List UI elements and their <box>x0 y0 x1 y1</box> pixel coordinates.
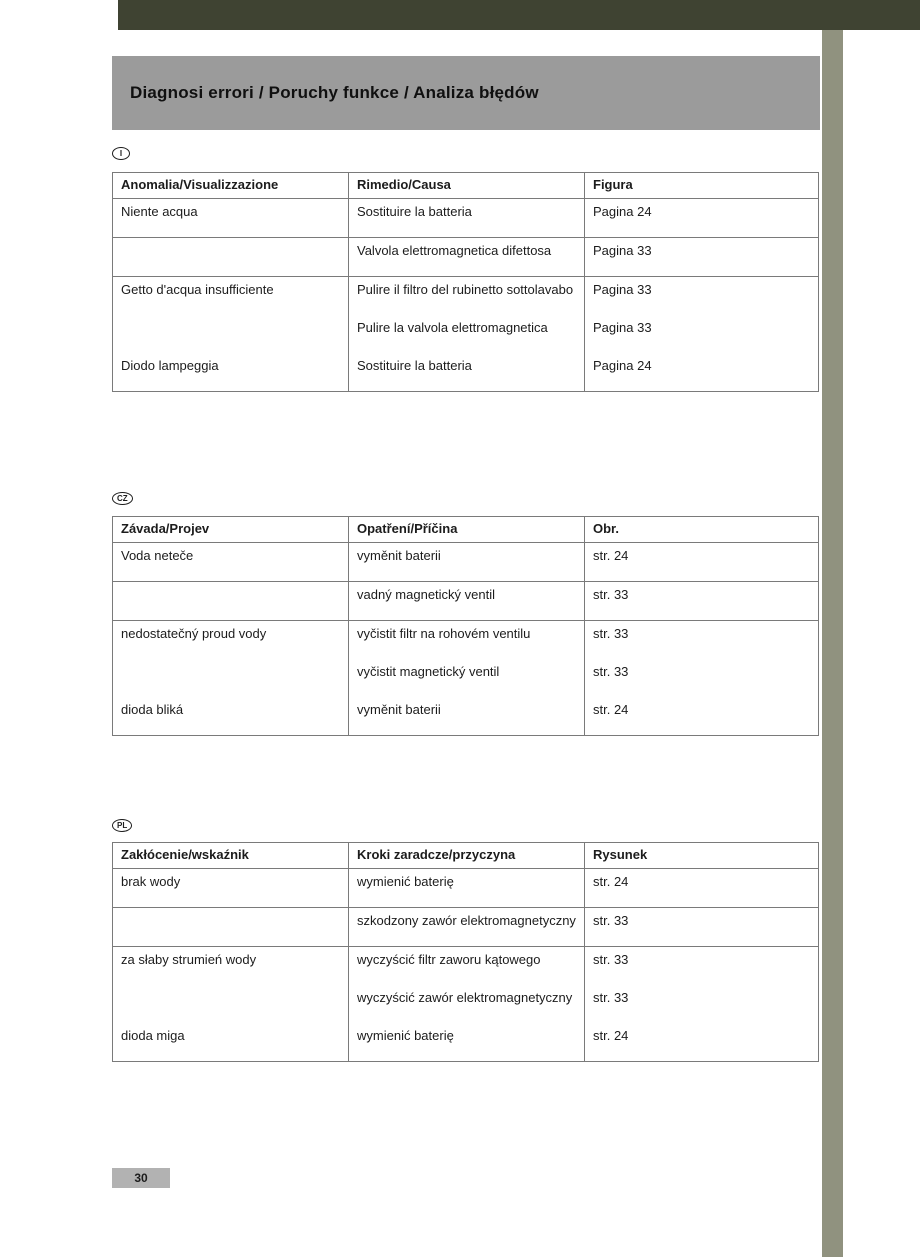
table-cell: Pagina 24 <box>584 199 818 237</box>
table-row <box>113 659 818 697</box>
column-header: Figura <box>584 173 818 198</box>
table-cell: str. 33 <box>584 985 818 1023</box>
page-number-badge <box>112 1168 170 1188</box>
table-cell: brak wody <box>121 874 181 889</box>
table-row <box>113 315 818 353</box>
table-cell: Pagina 33 <box>584 238 818 276</box>
table-cell: szkodzony zawór elektromagnetyczny <box>348 908 584 946</box>
table-cell: Valvola elettromagnetica difettosa <box>348 238 584 276</box>
table-row <box>113 908 818 947</box>
table-row <box>113 621 818 659</box>
table-cell: Niente acqua <box>121 204 198 219</box>
table-row <box>113 869 818 908</box>
table-row <box>113 947 818 985</box>
table-row <box>113 277 818 315</box>
column-header: Anomalia/Visualizzazione <box>121 177 279 192</box>
column-header: Opatření/Příčina <box>348 517 584 542</box>
table-cell: str. 24 <box>584 543 818 581</box>
table-row <box>113 1023 818 1061</box>
table-cell: vyčistit magnetický ventil <box>348 659 584 697</box>
table-header-row <box>113 173 818 199</box>
language-icon-polish: PL <box>112 819 132 832</box>
table-cell: Diodo lampeggia <box>121 358 219 373</box>
page-number: 30 <box>134 1171 148 1185</box>
table-header-row <box>113 843 818 869</box>
table-row <box>113 543 818 582</box>
table-cell <box>113 238 348 276</box>
table-cell: Pagina 33 <box>584 277 818 315</box>
table-row <box>113 697 818 735</box>
table-cell: str. 24 <box>584 869 818 907</box>
table-cell: Sostituire la batteria <box>348 353 584 391</box>
table-cell: Pagina 33 <box>584 315 818 353</box>
language-icon-czech: CZ <box>112 492 133 505</box>
top-decor-bar <box>118 0 920 30</box>
table-cell <box>113 659 348 697</box>
fault-table-polish <box>112 842 819 1062</box>
table-cell: str. 24 <box>584 697 818 735</box>
table-cell: str. 33 <box>584 908 818 946</box>
column-header: Rimedio/Causa <box>348 173 584 198</box>
table-cell: Voda neteče <box>121 548 194 563</box>
table-cell: str. 33 <box>584 582 818 620</box>
table-cell: str. 33 <box>584 659 818 697</box>
column-header: Zakłócenie/wskaźnik <box>121 847 249 862</box>
table-header-row <box>113 517 818 543</box>
table-cell: dioda miga <box>121 1028 185 1043</box>
table-cell: vyměnit baterii <box>348 697 584 735</box>
table-cell <box>113 908 348 946</box>
table-row <box>113 582 818 621</box>
table-cell: vadný magnetický ventil <box>348 582 584 620</box>
table-cell <box>113 315 348 353</box>
table-cell: Getto d'acqua insufficiente <box>121 282 274 297</box>
table-cell: vyčistit filtr na rohovém ventilu <box>348 621 584 659</box>
side-decor-stripe <box>822 30 843 1257</box>
table-cell: nedostatečný proud vody <box>121 626 267 641</box>
table-row <box>113 238 818 277</box>
column-header: Obr. <box>584 517 818 542</box>
table-cell: Pagina 24 <box>584 353 818 391</box>
table-cell: wymienić baterię <box>348 1023 584 1061</box>
fault-table-italian <box>112 172 819 392</box>
table-row <box>113 199 818 238</box>
table-cell: vyměnit baterii <box>348 543 584 581</box>
table-cell: str. 33 <box>584 621 818 659</box>
column-header: Rysunek <box>584 843 818 868</box>
fault-table-czech <box>112 516 819 736</box>
table-cell: wyczyścić zawór elektromagnetyczny <box>348 985 584 1023</box>
page-title-bar <box>112 56 820 130</box>
table-cell <box>113 582 348 620</box>
column-header: Závada/Projev <box>121 521 210 536</box>
table-cell: dioda bliká <box>121 702 184 717</box>
table-row <box>113 353 818 391</box>
language-icon-italian: I <box>112 147 130 160</box>
table-cell: Pulire il filtro del rubinetto sottolavabo <box>348 277 584 315</box>
table-cell: wyczyścić filtr zaworu kątowego <box>348 947 584 985</box>
table-cell: wymienić baterię <box>348 869 584 907</box>
table-cell: str. 24 <box>584 1023 818 1061</box>
table-row <box>113 985 818 1023</box>
table-cell: za słaby strumień wody <box>121 952 257 967</box>
table-cell: Sostituire la batteria <box>348 199 584 237</box>
page-title: Diagnosi errori / Poruchy funkce / Analiza błędów <box>130 83 539 102</box>
table-cell: str. 33 <box>584 947 818 985</box>
table-cell: Pulire la valvola elettromagnetica <box>348 315 584 353</box>
column-header: Kroki zaradcze/przyczyna <box>348 843 584 868</box>
table-cell <box>113 985 348 1023</box>
